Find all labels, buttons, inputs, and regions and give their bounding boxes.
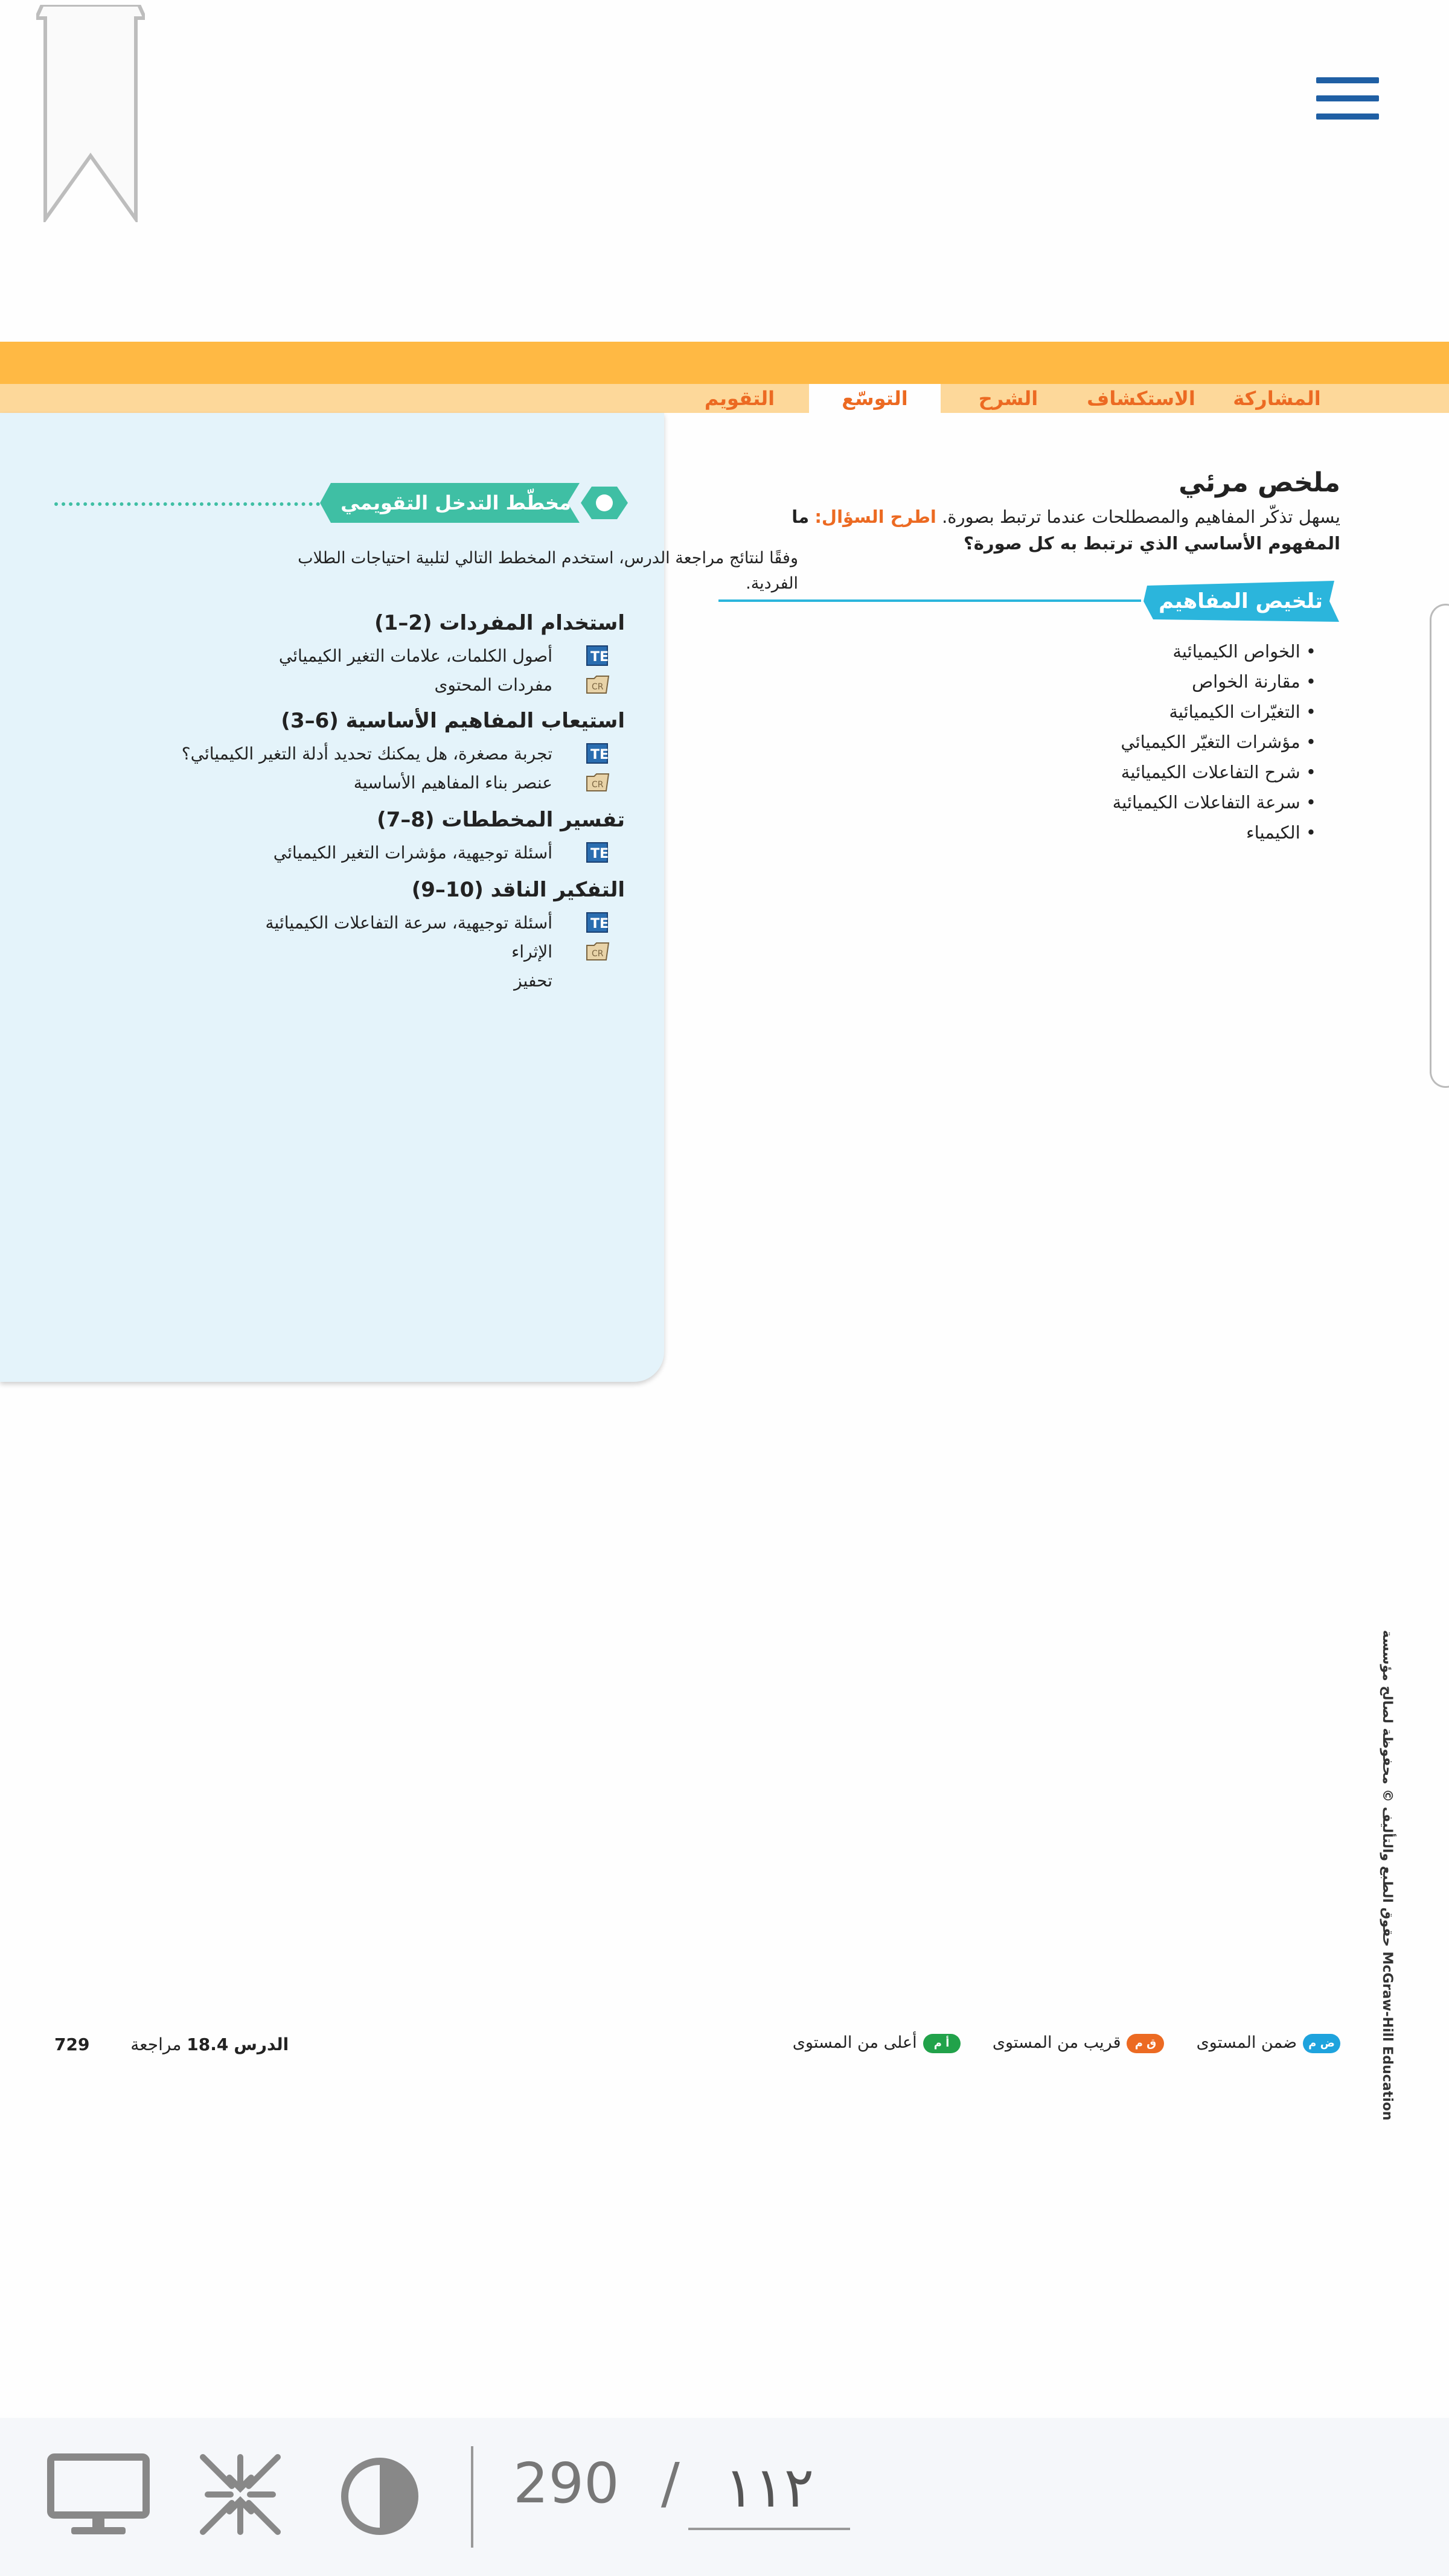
list-item[interactable]: تحفيز — [514, 971, 552, 991]
folder-icon[interactable] — [586, 674, 610, 695]
list-item[interactable]: أسئلة توجيهية، مؤشرات التغير الكيميائي — [273, 843, 552, 863]
svg-text:TE: TE — [590, 846, 609, 861]
tab-engage[interactable]: المشاركة — [1233, 387, 1321, 410]
level-badge: ق م — [1127, 2034, 1164, 2053]
page-number: 729 — [54, 2034, 90, 2054]
toolbar-divider — [471, 2446, 473, 2548]
section-heading: تفسير المخططات (8–7) — [377, 808, 625, 832]
total-pages: 290 — [513, 2451, 619, 2516]
list-item: • الكيمياء — [1246, 822, 1316, 843]
svg-text:CR: CR — [592, 949, 604, 959]
folder-icon[interactable] — [586, 772, 610, 793]
tab-evaluate[interactable]: التقويم — [704, 387, 775, 410]
list-item[interactable]: تجربة مصغرة، هل يمكنك تحديد أدلة التغير الكيميائي؟ — [181, 744, 552, 764]
lesson-number: 18.4 — [187, 2034, 229, 2054]
folder-icon[interactable] — [586, 941, 610, 962]
list-item: • سرعة التفاعلات الكيميائية — [1112, 792, 1316, 813]
te-icon[interactable] — [586, 912, 610, 933]
svg-text:TE: TE — [590, 650, 609, 665]
contrast-icon[interactable] — [339, 2456, 420, 2537]
summary-text — [737, 503, 1340, 557]
svg-text:TE: TE — [590, 747, 609, 762]
concept-title: تلخيص المفاهيم — [1159, 589, 1323, 613]
te-icon[interactable] — [586, 645, 610, 666]
list-item[interactable]: عنصر بناء المفاهيم الأساسية — [353, 773, 552, 793]
concept-list — [1113, 636, 1316, 848]
desktop-icon[interactable] — [47, 2453, 150, 2538]
te-icon[interactable] — [586, 743, 610, 764]
level-legend — [793, 2033, 1340, 2053]
svg-text:TE: TE — [590, 916, 609, 932]
assessment-title: مخطّط التدخل التقويمي — [341, 491, 571, 514]
list-item: • الخواص الكيميائية — [1172, 641, 1316, 662]
list-item: • شرح التفاعلات الكيميائية — [1121, 762, 1316, 782]
assessment-intro: وفقًا لنتائج مراجعة الدرس، استخدم المخطط التالي لتلبية احتياجات الطلاب الفردية. — [298, 549, 798, 593]
svg-text:CR: CR — [592, 682, 604, 692]
bookmark-icon[interactable] — [36, 5, 145, 222]
list-item[interactable]: الإثراء — [511, 942, 552, 962]
ask-question-label: اطرح السؤال: — [814, 507, 936, 527]
legend-label: قريب من المستوى — [992, 2033, 1121, 2052]
dotted-rule — [54, 502, 320, 506]
menu-icon[interactable] — [1316, 77, 1379, 121]
lesson-label: الدرس — [234, 2034, 289, 2054]
copyright-vertical — [1371, 1630, 1395, 2121]
collapse-icon[interactable] — [199, 2453, 281, 2536]
section-heading: استيعاب المفاهيم الأساسية (6–3) — [281, 709, 625, 733]
level-badge: أ م — [923, 2034, 961, 2053]
legend-label: أعلى من المستوى — [792, 2033, 917, 2052]
list-item: • التغيّرات الكيميائية — [1169, 702, 1316, 722]
page-separator: / — [661, 2451, 680, 2516]
list-item: • مؤشرات التغيّر الكيميائي — [1121, 732, 1316, 752]
summary-title: ملخص مرئي — [1179, 467, 1340, 498]
header-band — [0, 342, 1449, 384]
section-heading: التفكير الناقد (10–9) — [411, 878, 625, 902]
list-item[interactable]: أصول الكلمات، علامات التغير الكيميائي — [278, 646, 552, 666]
svg-text:CR: CR — [592, 780, 604, 790]
page-total — [513, 2451, 680, 2516]
summary-text-part1: يسهل تذكّر المفاهيم والمصطلحات عندما ترتبط بصورة. — [942, 507, 1340, 527]
legend-label: ضمن المستوى — [1196, 2033, 1297, 2052]
tab-explore[interactable]: الاستكشاف — [1087, 387, 1195, 410]
level-badge: ض م — [1303, 2034, 1340, 2053]
summary-question: ما المفهوم الأساسي الذي ترتبط به كل صورة؟ — [792, 507, 1340, 554]
side-drawer-tab[interactable] — [1430, 604, 1449, 1088]
page-footer — [54, 2034, 289, 2054]
review-label: مراجعة — [130, 2034, 182, 2054]
concept-rule — [718, 599, 1141, 602]
section-heading: استخدام المفردات (2–1) — [374, 611, 625, 635]
list-item: • مقارنة الخواص — [1192, 671, 1316, 692]
list-item[interactable]: مفردات المحتوى — [434, 675, 552, 695]
list-item[interactable]: أسئلة توجيهية، سرعة التفاعلات الكيميائية — [265, 913, 552, 933]
tab-explain[interactable]: الشرح — [978, 387, 1038, 410]
tab-elaborate[interactable]: التوسّع — [809, 384, 941, 413]
copyright-text: حقوق الطبع والتأليف © محفوظة لصالح مؤسسة McGraw-Hill Education — [1380, 1630, 1395, 2121]
te-icon[interactable] — [586, 842, 610, 863]
page-number-input[interactable]: ١١٢ — [688, 2448, 850, 2530]
